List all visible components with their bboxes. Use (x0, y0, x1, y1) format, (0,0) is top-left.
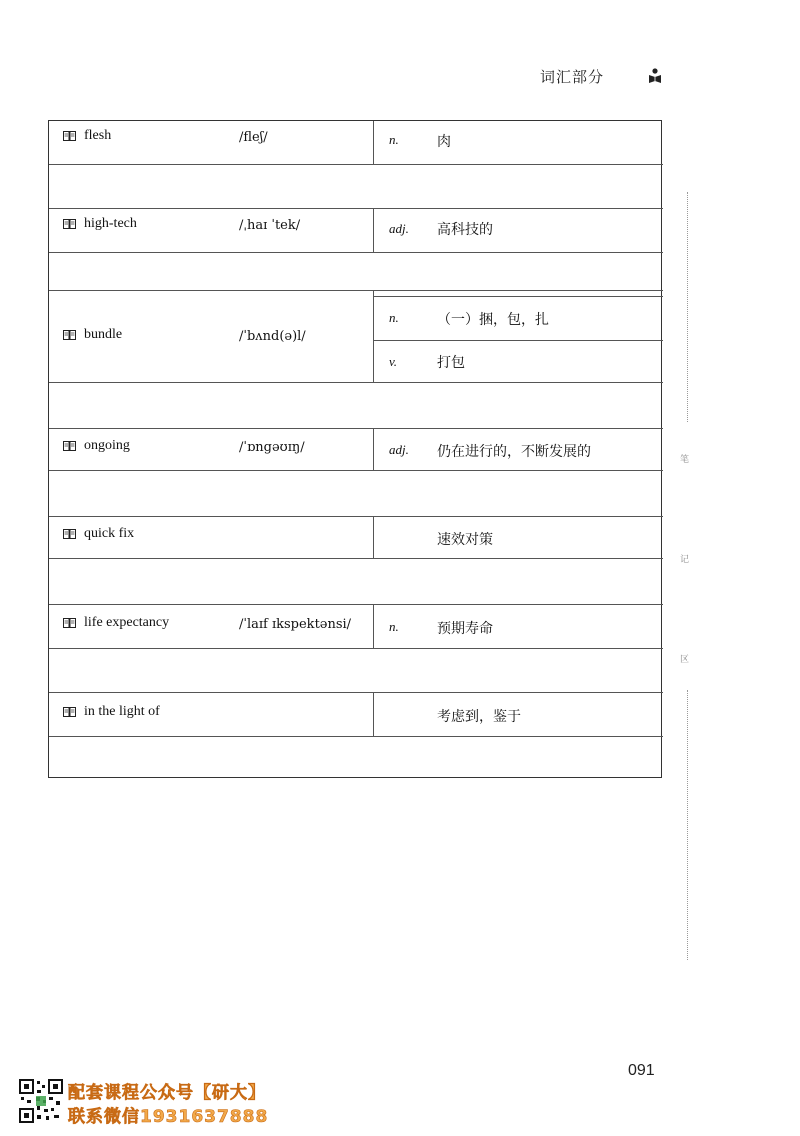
column-divider (373, 428, 374, 470)
row-divider (49, 428, 663, 429)
note-area-char: 笔 (680, 455, 690, 465)
row-divider (49, 164, 663, 165)
meaning: 预期寿命 (437, 621, 493, 637)
row-divider (49, 516, 663, 517)
column-divider (373, 208, 374, 252)
row-divider (373, 340, 663, 341)
row-divider (49, 692, 663, 693)
page-number: 091 (628, 1062, 655, 1079)
row-divider (49, 558, 663, 559)
phonetic: /ˈɒngəʊɪŋ/ (239, 440, 305, 455)
part-of-speech: adj. (389, 221, 409, 236)
watermark-line: 联系微信1931637888 (68, 1107, 269, 1127)
vocab-word (63, 615, 169, 631)
column-divider (373, 121, 374, 164)
word-text: bundle (84, 327, 123, 342)
part-of-speech: n. (389, 619, 399, 634)
word-text: flesh (84, 128, 112, 143)
note-area-char: 记 (680, 555, 690, 565)
vocab-word (63, 704, 160, 720)
word-text: in the light of (84, 704, 160, 719)
part-of-speech: adj. (389, 442, 409, 457)
column-divider (373, 290, 374, 382)
word-text: ongoing (84, 438, 130, 453)
meaning: 肉 (437, 134, 451, 150)
word-text: quick fix (84, 526, 135, 541)
page-title: 词汇部分 (540, 68, 605, 86)
book-icon (63, 441, 76, 451)
note-area-line (687, 192, 688, 422)
qr-code-icon (18, 1078, 64, 1124)
row-divider (49, 648, 663, 649)
column-divider (373, 692, 374, 736)
book-icon (63, 618, 76, 628)
part-of-speech: n. (389, 132, 399, 147)
meaning: 速效对策 (437, 532, 493, 548)
vocab-word (63, 438, 130, 454)
vocab-word (63, 327, 122, 343)
meaning: （一）捆，包，扎 (437, 312, 549, 328)
note-area-char: 区 (680, 655, 690, 665)
word-text: life expectancy (84, 615, 170, 630)
vocab-word (63, 526, 134, 542)
watermark-line: 配套课程公众号【研大】 (68, 1083, 266, 1103)
meaning: 仍在进行的，不断发展的 (437, 444, 591, 460)
part-of-speech: n. (389, 310, 399, 325)
meaning: 打包 (437, 355, 465, 371)
vocab-word (63, 128, 111, 144)
reading-person-icon (648, 68, 662, 84)
row-divider (49, 382, 663, 383)
column-divider (373, 604, 374, 648)
book-icon (63, 330, 76, 340)
vocab-word (63, 216, 137, 232)
row-divider (49, 604, 663, 605)
note-area-line (687, 690, 688, 960)
word-text: high-tech (84, 216, 137, 231)
phonetic: /ˌhaɪ ˈtek/ (239, 218, 301, 233)
part-of-speech: v. (389, 354, 398, 369)
book-icon (63, 529, 76, 539)
book-icon (63, 707, 76, 717)
row-divider (49, 290, 663, 291)
meaning: 高科技的 (437, 222, 493, 238)
column-divider (373, 516, 374, 558)
vocabulary-table (48, 120, 662, 778)
row-divider (49, 208, 663, 209)
phonetic: /ˈlaɪf ɪkspektənsi/ (239, 617, 352, 632)
row-divider (373, 296, 663, 297)
phonetic: /fleʃ/ (239, 130, 268, 145)
row-divider (49, 470, 663, 471)
row-divider (49, 736, 663, 737)
book-icon (63, 131, 76, 141)
phonetic: /ˈbʌnd(ə)l/ (239, 329, 306, 344)
meaning: 考虑到，鉴于 (437, 709, 521, 725)
book-icon (63, 219, 76, 229)
row-divider (49, 252, 663, 253)
